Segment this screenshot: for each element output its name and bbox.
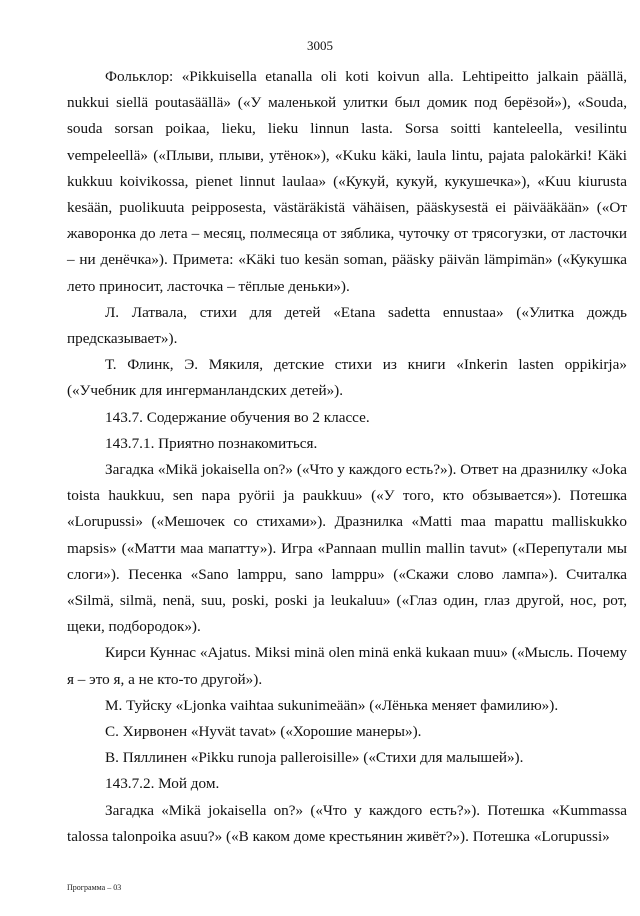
section-heading-143-7-1: 143.7.1. Приятно познакомиться. [105,434,318,452]
paragraph-flink: Т. Флинк, Э. Мякиля, детские стихи из книги «Inkerin lasten oppikirja» («Учебник для ингерманландских детей»). [67,356,627,400]
paragraph-hirvonen: С. Хирвонен «Hyvät tavat» («Хорошие манеры»). [105,723,422,741]
paragraph-my-home: Загадка «Mikä jokaisella on?» («Что у каждого есть?»). Потешка «Kummassa talossa talonpoika asuu?» («В каком доме крестьянин живёт?»). Потешка «Lorupussi» [67,801,627,845]
paragraph-folklore: Фольклор: «Pikkuisella etanalla oli koti koivun alla. Lehtipeitto jalkain päällä, nukkui siellä poutasäällä» («У маленькой улитки был домик под берёзой»), «Souda, souda sorsan poikaa, lieku, lieku linnun lasta. Sorsa soitti kanteleella, vesilintu vempeleellä» («Плыви, плыви, утёнок»), «Kuku käki, laula lintu, pajata palokärki! Käki kukkuu koivikossa, pienet linnut laulaa» («Кукуй, кукуй, кукушечка»), «Kuu kiurusta kesään, puolikuuta peipposesta, västäräkistä vähäisen, pääskysestä ei päivääkään» («От жаворонка до лета – месяц, полмесяца от зяблика, чуточку от трясогузки, от ласточки – ни денёчка»). Примета: «Käki tuo kesän soman, pääsky päivän lämpimän» («Кукушка лето приносит, ласточка – тёплые деньки»). [67,68,627,295]
page-number: 3005 [307,38,333,53]
page-footer: Программа – 03 [67,883,122,892]
paragraph-pallinen: В. Пяллинен «Pikku runoja palleroisille» («Стихи для малышей»). [105,749,524,767]
paragraph-kunnas: Кирси Куннас «Ajatus. Miksi minä olen minä enkä kukaan muu» («Мысль. Почему я – это я, а не кто-то другой»). [67,644,627,688]
paragraph-riddles: Загадка «Mikä jokaisella on?» («Что у каждого есть?»). Ответ на дразнилку «Joka toista haukkuu, sen napa pyörii ja paukkuu» («У того, кто обзывается»). Потешка «Lorupussi» («Мешочек со стихами»). Дразнилка «Matti maa mapattu malliskukko mapsis» («Матти маа мапатту»). Игра «Pannaan mullin mallin tavut» («Перепутали мы слоги»). Песенка «Sano lamppu, sano lamppu» («Скажи слово лампа»). Считалка «Silmä, silmä, nenä, suu, poski, poski ja leukaluu» («Глаз один, глаз другой, нос, рот, щеки, подбородок»). [67,461,627,636]
paragraph-latvala: Л. Латвала, стихи для детей «Etana sadetta ennustaa» («Улитка дождь предсказывает»). [67,303,627,348]
paragraph-tuisku: М. Туйску «Ljonka vaihtaa sukunimeään» («Лёнька меняет фамилию»). [105,696,559,714]
section-heading-143-7: 143.7. Содержание обучения во 2 классе. [105,408,370,426]
body-text [67,64,627,850]
section-heading-143-7-2: 143.7.2. Мой дом. [105,775,220,793]
